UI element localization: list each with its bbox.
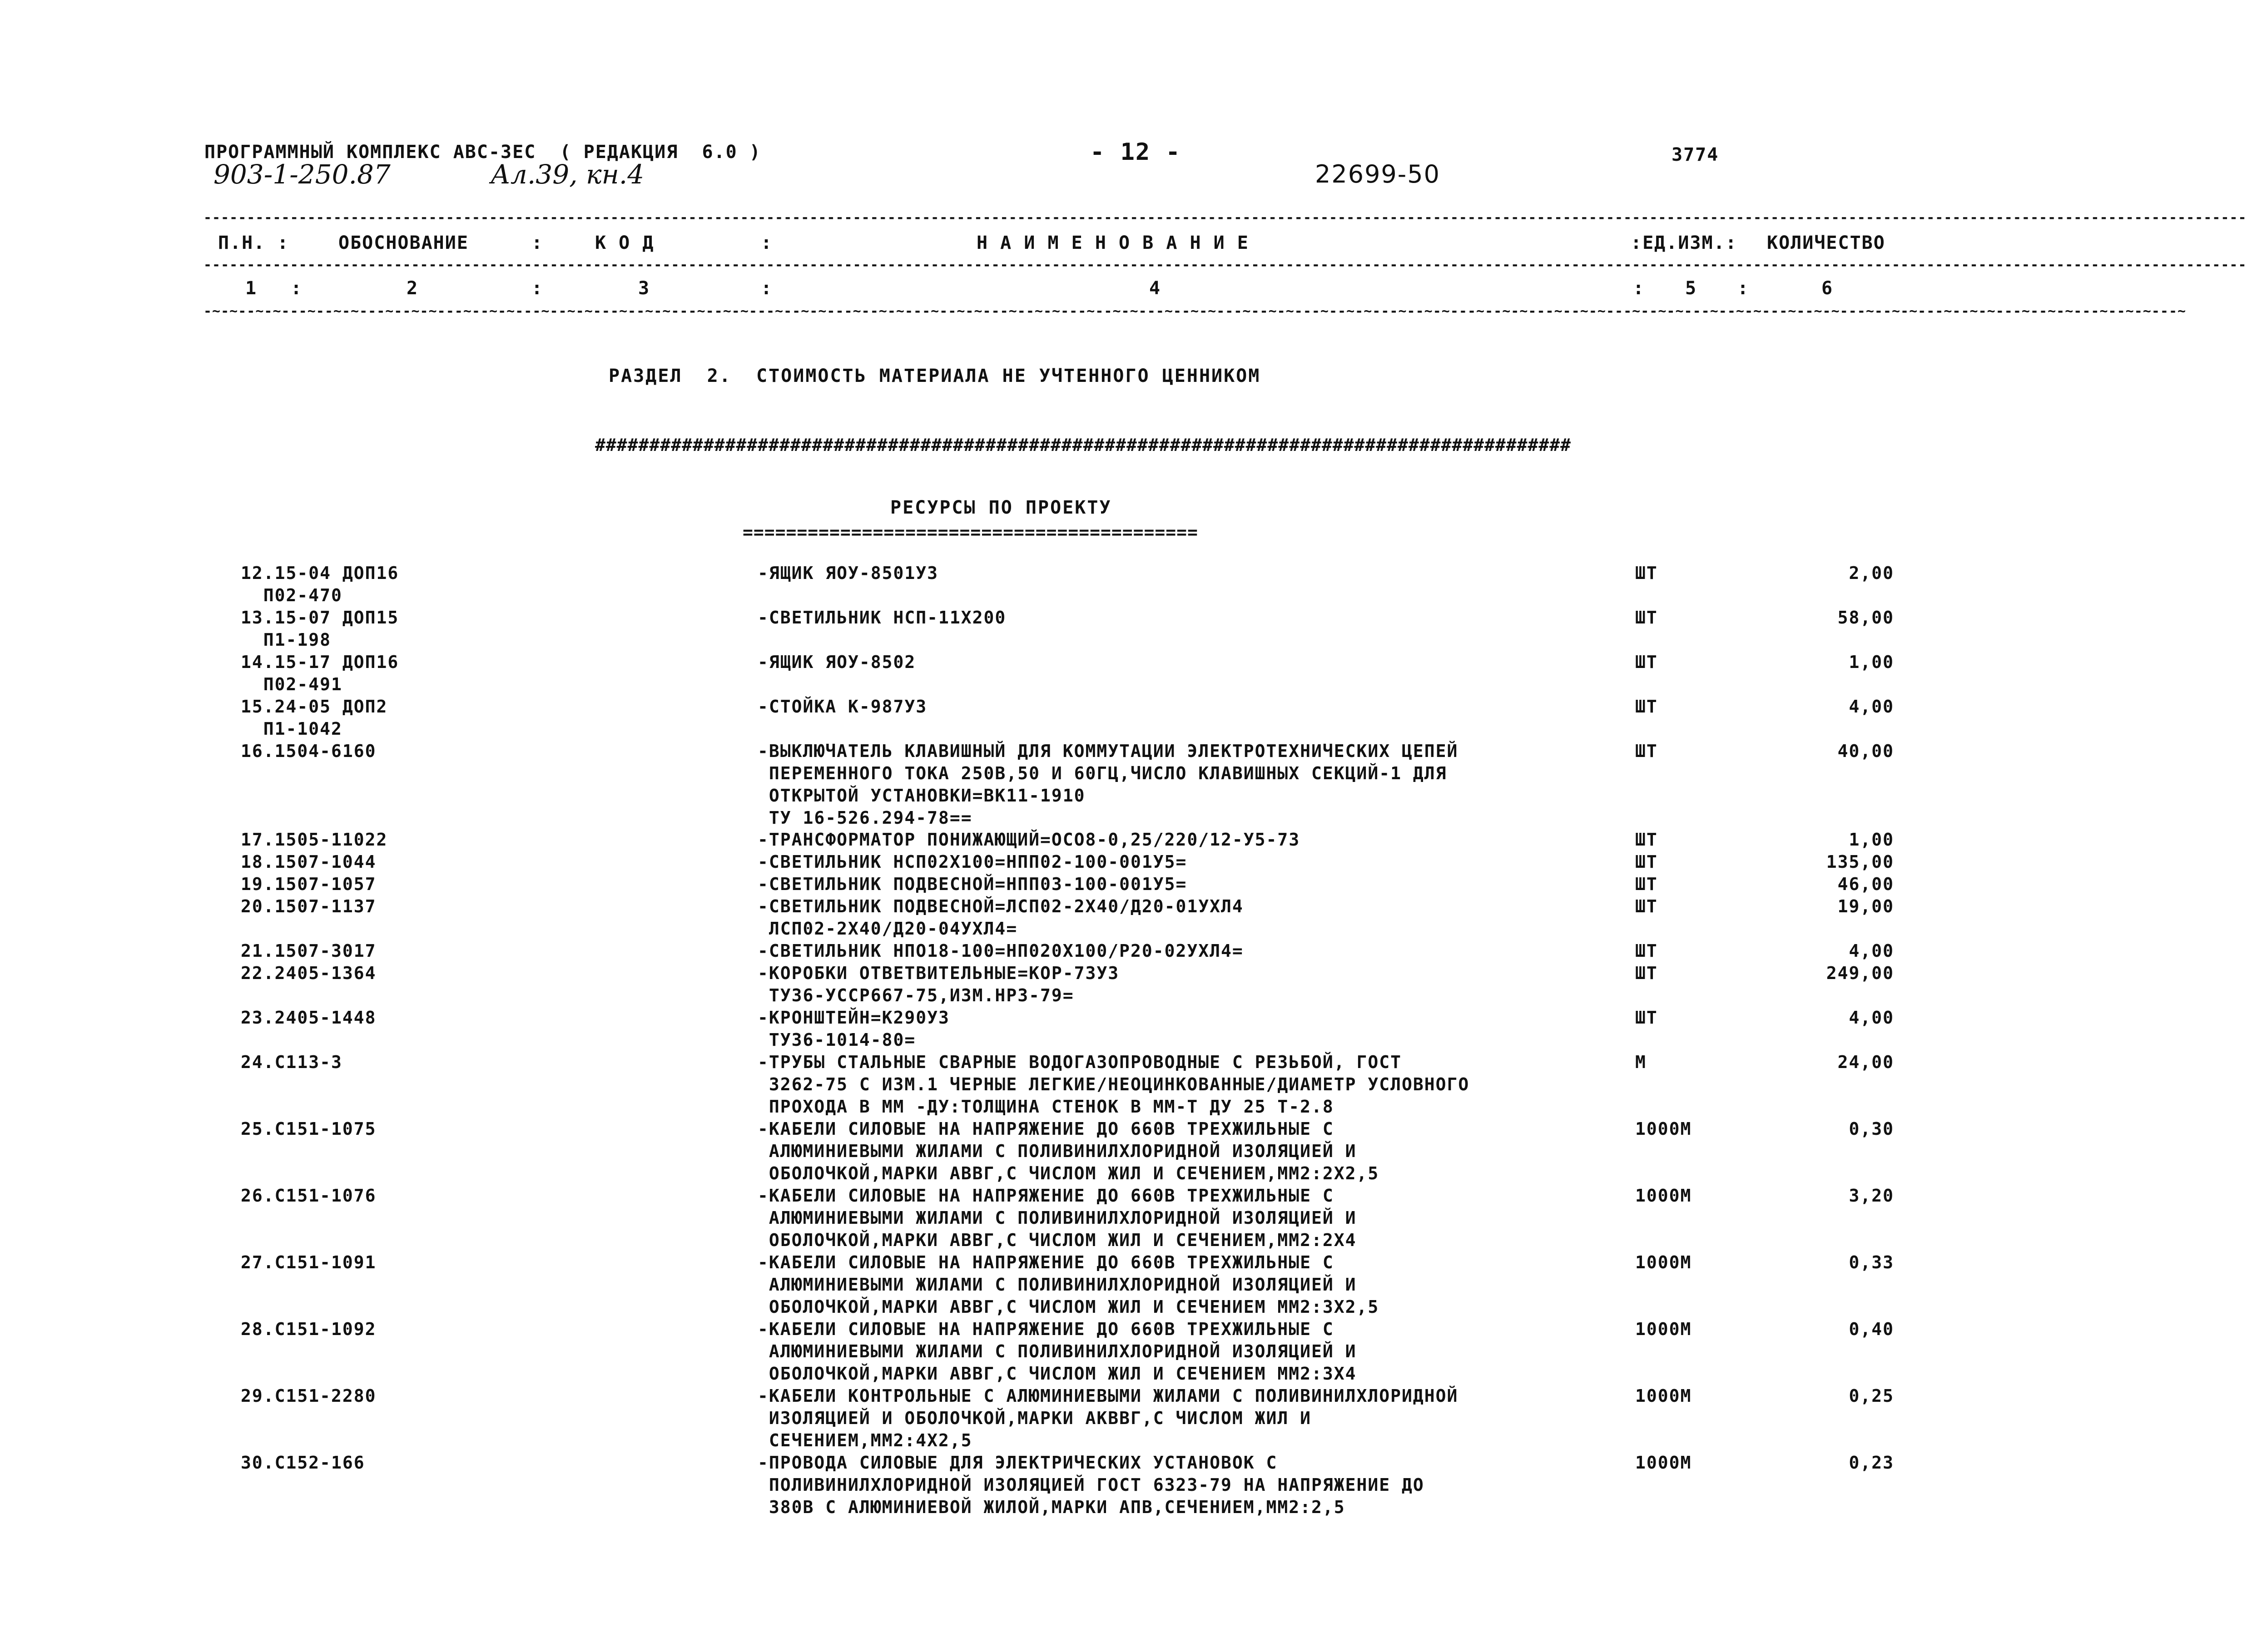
row-name: -ТРАНСФОРМАТОР ПОНИЖАЮЩИЙ=ОСО8-0,25/220/12-У5-73	[758, 830, 1300, 850]
row-name: -КАБЕЛИ КОНТРОЛЬНЫЕ С АЛЮМИНИЕВЫМИ ЖИЛАМИ С ПОЛИВИНИЛХЛОРИДНОЙ ИЗОЛЯЦИЕЙ И ОБОЛОЧКОЙ,МАРКИ АКВВГ,С ЧИСЛОМ ЖИЛ И СЕЧЕНИЕМ,ММ2:4Х2,5	[758, 1386, 1458, 1450]
row-unit: 1000М	[1635, 1186, 1692, 1206]
row-quantity: 0,40	[1849, 1319, 1894, 1339]
row-basis: 12.15-04 ДОП16 П02-470	[241, 563, 399, 605]
row-quantity: 19,00	[1837, 896, 1894, 916]
row-basis: 13.15-07 ДОП15 П1-198	[241, 608, 399, 650]
colnum-3: 3	[638, 278, 650, 299]
colnum-sep3: :	[761, 278, 773, 299]
row-basis: 28.С151-1092	[241, 1319, 377, 1339]
row-quantity: 3,20	[1849, 1186, 1894, 1206]
row-quantity: 4,00	[1849, 1008, 1894, 1028]
row-unit: ШТ	[1635, 1008, 1658, 1028]
row-quantity: 24,00	[1837, 1052, 1894, 1072]
col-basis-header: ОБОСНОВАНИЕ	[338, 232, 469, 253]
colnum-2: 2	[407, 278, 419, 299]
row-basis: 25.С151-1075	[241, 1119, 377, 1139]
colnum-1: 1	[245, 278, 258, 299]
row-unit: 1000М	[1635, 1453, 1692, 1473]
row-name: -ЯЩИК ЯОУ-8502	[758, 652, 916, 672]
colnum-5: 5	[1685, 278, 1697, 299]
row-unit: 1000М	[1635, 1119, 1692, 1139]
row-basis: 14.15-17 ДОП16 П02-491	[241, 652, 399, 694]
row-name: -ЯЩИК ЯОУ-8501У3	[758, 563, 939, 583]
row-quantity: 135,00	[1826, 852, 1894, 872]
row-quantity: 46,00	[1837, 874, 1894, 894]
col-unit-header: :ЕД.ИЗМ.:	[1631, 232, 1737, 253]
rule-mid: --------------------------------------------------------------------------------------------------------------------------------------------------------------------------------------------------------------------------------------------	[203, 257, 2247, 273]
row-name: -КРОНШТЕЙН=К290У3 ТУ36-1014-80=	[758, 1008, 950, 1050]
row-unit: ШТ	[1635, 563, 1658, 583]
row-unit: ШТ	[1635, 896, 1658, 916]
colnum-sep5: :	[1737, 278, 1750, 299]
row-basis: 23.2405-1448	[241, 1008, 377, 1028]
row-name: -КАБЕЛИ СИЛОВЫЕ НА НАПРЯЖЕНИЕ ДО 660В ТРЕХЖИЛЬНЫЕ С АЛЮМИНИЕВЫМИ ЖИЛАМИ С ПОЛИВИНИЛХЛОРИДНОЙ ИЗОЛЯЦИЕЙ И ОБОЛОЧКОЙ,МАРКИ АВВГ,С ЧИСЛОМ ЖИЛ И СЕЧЕНИЕМ ММ2:3Х2,5	[758, 1252, 1379, 1317]
row-name: -КАБЕЛИ СИЛОВЫЕ НА НАПРЯЖЕНИЕ ДО 660В ТРЕХЖИЛЬНЫЕ С АЛЮМИНИЕВЫМИ ЖИЛАМИ С ПОЛИВИНИЛХЛОРИДНОЙ ИЗОЛЯЦИЕЙ И ОБОЛОЧКОЙ,МАРКИ АВВГ,С ЧИСЛОМ ЖИЛ И СЕЧЕНИЕМ,ММ2:2Х2,5	[758, 1119, 1379, 1183]
row-quantity: 0,25	[1849, 1386, 1894, 1406]
row-quantity: 0,30	[1849, 1119, 1894, 1139]
rule-top: --------------------------------------------------------------------------------------------------------------------------------------------------------------------------------------------------------------------------------------------	[203, 210, 2247, 226]
col-code-header: К О Д	[595, 232, 655, 253]
row-basis: 27.С151-1091	[241, 1252, 377, 1272]
row-basis: 30.С152-166	[241, 1453, 365, 1473]
row-basis: 19.1507-1057	[241, 874, 377, 894]
program-title: ПРОГРАММНЫЙ КОМПЛЕКС АВС-3ЕС ( РЕДАКЦИЯ 6.0 )	[204, 142, 761, 163]
row-quantity: 2,00	[1849, 563, 1894, 583]
section-title: РАЗДЕЛ 2. СТОИМОСТЬ МАТЕРИАЛА НЕ УЧТЕННОГО ЦЕННИКОМ	[609, 366, 1261, 386]
row-quantity: 58,00	[1837, 608, 1894, 628]
row-quantity: 40,00	[1837, 741, 1894, 761]
row-unit: М	[1635, 1052, 1647, 1072]
row-name: -СВЕТИЛЬНИК НПО18-100=НП020Х100/Р20-02УХЛ4=	[758, 941, 1244, 961]
row-quantity: 0,33	[1849, 1252, 1894, 1272]
row-name: -ТРУБЫ СТАЛЬНЫЕ СВАРНЫЕ ВОДОГАЗОПРОВОДНЫЕ С РЕЗЬБОЙ, ГОСТ 3262-75 С ИЗМ.1 ЧЕРНЫЕ ЛЕГКИЕ/НЕОЦИНКОВАННЫЕ/ДИАМЕТР УСЛОВНОГО ПРОХОДА В ММ -ДУ:ТОЛЩИНА СТЕНОК В ММ-Т ДУ 25 Т-2.8	[758, 1052, 1470, 1117]
row-unit: ШТ	[1635, 830, 1658, 850]
page-number: - 12 -	[1090, 138, 1181, 166]
hash-separator: ##########################################################################################	[595, 435, 1572, 455]
colnum-sep1: :	[291, 278, 303, 299]
row-basis: 16.1504-6160	[241, 741, 377, 761]
rule-bottom: -~-~--~-~---~--~-~---~--~-~---~--~-~---~--~-~---~--~-~---~--~-~---~--~-~---~--~-~---~--~-~---~--~-~---~--~-~---~--~-~---~--~-~---~--~-~---~--~-~---~--~-~---~--~-~---~--~-~---~--~-~---~--~-~---~--~-~---~--~-~---~--~-~---~--~-~---~	[203, 303, 2187, 319]
row-name: -СВЕТИЛЬНИК НСП-11Х200	[758, 608, 1007, 628]
row-unit: 1000М	[1635, 1319, 1692, 1339]
row-unit: ШТ	[1635, 941, 1658, 961]
colnum-4: 4	[1149, 278, 1161, 299]
row-basis: 18.1507-1044	[241, 852, 377, 872]
row-quantity: 4,00	[1849, 697, 1894, 717]
row-basis: 17.1505-11022	[241, 830, 388, 850]
col-sep3: :	[761, 232, 773, 253]
colnum-sep2: :	[531, 278, 544, 299]
row-name: -СВЕТИЛЬНИК ПОДВЕСНОЙ=ЛСП02-2Х40/Д20-01УХЛ4 ЛСП02-2Х40/Д20-04УХЛ4=	[758, 896, 1244, 939]
row-name: -СТОЙКА К-987У3	[758, 697, 928, 717]
row-unit: 1000М	[1635, 1386, 1692, 1406]
col-qty-header: КОЛИЧЕСТВО	[1767, 232, 1885, 253]
row-basis: 29.С151-2280	[241, 1386, 377, 1406]
col-name-header: Н А И М Е Н О В А Н И Е	[977, 232, 1249, 253]
row-basis: 22.2405-1364	[241, 963, 377, 983]
sheet-code: 3774	[1672, 144, 1719, 165]
row-quantity: 1,00	[1849, 652, 1894, 672]
row-name: -СВЕТИЛЬНИК ПОДВЕСНОЙ=НПП03-100-001У5=	[758, 874, 1187, 894]
row-quantity: 1,00	[1849, 830, 1894, 850]
col-sep2: :	[531, 232, 544, 253]
row-unit: ШТ	[1635, 652, 1658, 672]
row-name: -ВЫКЛЮЧАТЕЛЬ КЛАВИШНЫЙ ДЛЯ КОММУТАЦИИ ЭЛЕКТРОТЕХНИЧЕСКИХ ЦЕПЕЙ ПЕРЕМЕННОГО ТОКА 250В,50 И 60ГЦ,ЧИСЛО КЛАВИШНЫХ СЕКЦИЙ-1 ДЛЯ ОТКРЫТОЙ УСТАНОВКИ=ВК11-1910 ТУ 16-526.294-78==	[758, 741, 1458, 828]
row-basis: 24.С113-3	[241, 1052, 342, 1072]
row-unit: ШТ	[1635, 697, 1658, 717]
row-name: -ПРОВОДА СИЛОВЫЕ ДЛЯ ЭЛЕКТРИЧЕСКИХ УСТАНОВОК С ПОЛИВИНИЛХЛОРИДНОЙ ИЗОЛЯЦИЕЙ ГОСТ 6323-79 НА НАПРЯЖЕНИЕ ДО 380В С АЛЮМИНИЕВОЙ ЖИЛОЙ,МАРКИ АПВ,СЕЧЕНИЕМ,ММ2:2,5	[758, 1453, 1424, 1517]
row-unit: 1000М	[1635, 1252, 1692, 1272]
row-unit: ШТ	[1635, 741, 1658, 761]
row-name: -КОРОБКИ ОТВЕТВИТЕЛЬНЫЕ=КОР-73У3 ТУ36-УССР667-75,ИЗМ.НР3-79=	[758, 963, 1120, 1005]
project-number-handwritten: 903-1-250.87	[213, 159, 391, 190]
sheet-ref-handwritten: Ал.39, кн.4	[491, 159, 645, 190]
row-basis: 20.1507-1137	[241, 896, 377, 916]
row-name: -КАБЕЛИ СИЛОВЫЕ НА НАПРЯЖЕНИЕ ДО 660В ТРЕХЖИЛЬНЫЕ С АЛЮМИНИЕВЫМИ ЖИЛАМИ С ПОЛИВИНИЛХЛОРИДНОЙ ИЗОЛЯЦИЕЙ И ОБОЛОЧКОЙ,МАРКИ АВВГ,С ЧИСЛОМ ЖИЛ И СЕЧЕНИЕМ,ММ2:2Х4	[758, 1186, 1357, 1250]
row-basis: 21.1507-3017	[241, 941, 377, 961]
row-quantity: 249,00	[1826, 963, 1894, 983]
row-unit: ШТ	[1635, 963, 1658, 983]
row-unit: ШТ	[1635, 608, 1658, 628]
row-name: -КАБЕЛИ СИЛОВЫЕ НА НАПРЯЖЕНИЕ ДО 660В ТРЕХЖИЛЬНЫЕ С АЛЮМИНИЕВЫМИ ЖИЛАМИ С ПОЛИВИНИЛХЛОРИДНОЙ ИЗОЛЯЦИЕЙ И ОБОЛОЧКОЙ,МАРКИ АВВГ,С ЧИСЛОМ ЖИЛ И СЕЧЕНИЕМ ММ2:3Х4	[758, 1319, 1357, 1384]
row-quantity: 0,23	[1849, 1453, 1894, 1473]
colnum-sep4: :	[1633, 278, 1645, 299]
row-quantity: 4,00	[1849, 941, 1894, 961]
row-basis: 15.24-05 ДОП2 П1-1042	[241, 697, 388, 739]
row-unit: ШТ	[1635, 874, 1658, 894]
document-number: 22699-50	[1315, 160, 1440, 188]
row-basis: 26.С151-1076	[241, 1186, 377, 1206]
resources-underline: ==========================================	[743, 522, 1198, 542]
colnum-6: 6	[1821, 278, 1834, 299]
resources-title: РЕСУРСЫ ПО ПРОЕКТУ	[890, 497, 1112, 518]
row-unit: ШТ	[1635, 852, 1658, 872]
row-name: -СВЕТИЛЬНИК НСП02Х100=НПП02-100-001У5=	[758, 852, 1187, 872]
col-pn-header: П.Н. :	[218, 232, 289, 253]
